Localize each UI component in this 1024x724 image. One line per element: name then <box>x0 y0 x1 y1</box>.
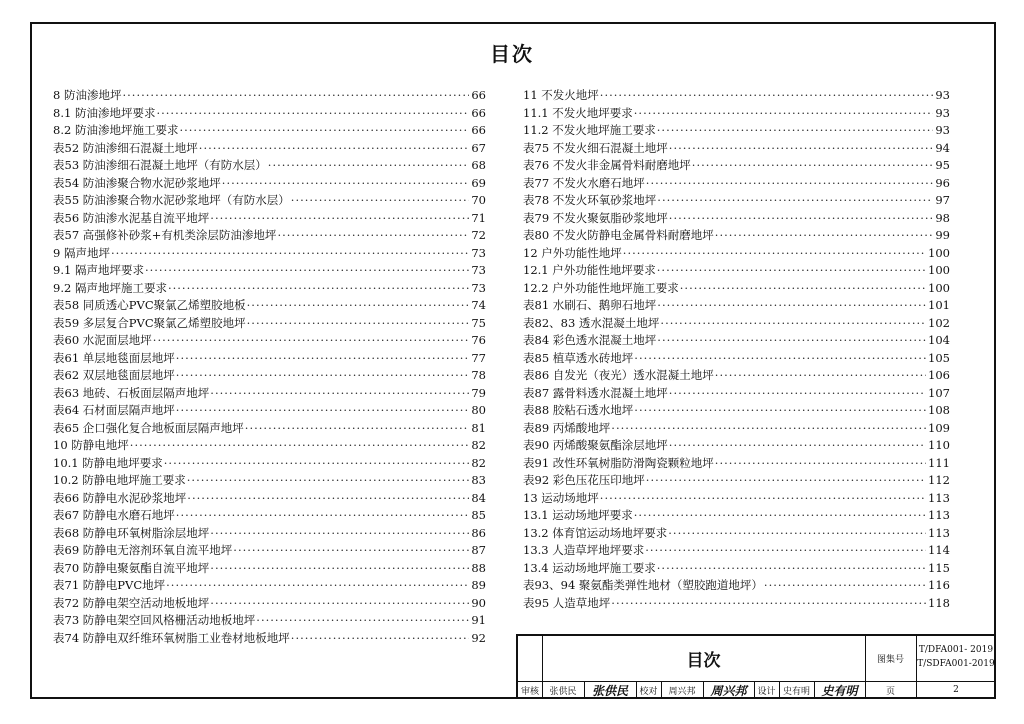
check-signature: 周兴邦 <box>710 683 747 698</box>
toc-entry-label: 表67 防静电水磨石地坪 <box>53 508 175 522</box>
toc-entry-page: 99 <box>935 228 950 242</box>
toc-entry-label: 表84 彩色透水混凝土地坪 <box>523 333 657 347</box>
toc-leader-dots <box>175 402 470 420</box>
toc-entry <box>523 87 950 105</box>
toc-entry-label: 表87 露骨料透水混凝土地坪 <box>523 385 668 400</box>
toc-entry-label: 表72 防静电架空活动地板地坪 <box>53 595 210 610</box>
toc-leader-dots <box>267 157 470 175</box>
toc-entry-label: 表55 防油渗聚合物水泥砂浆地坪（有防水层） <box>53 193 290 207</box>
toc-entry-label: 表65 企口强化复合地板面层隔声地坪 <box>53 420 244 435</box>
toc-leader-dots <box>246 315 470 333</box>
toc-entry <box>53 455 486 473</box>
toc-entry-label: 8.2 防油渗地坪施工要求 <box>53 123 179 137</box>
toc-entry-label: 表71 防静电PVC地坪 <box>53 578 166 592</box>
toc-entry-page: 80 <box>471 403 486 417</box>
toc-entry-page: 104 <box>928 333 950 347</box>
toc-entry-page: 82 <box>471 455 486 470</box>
toc-entry-page: 66 <box>471 123 486 137</box>
toc-entry <box>523 525 950 543</box>
toc-entry-page: 118 <box>928 595 950 610</box>
toc-leader-dots <box>221 175 470 193</box>
toc-entry-label: 表69 防静电无溶剂环氧自流平地坪 <box>53 543 233 557</box>
toc-entry-page: 67 <box>471 140 486 155</box>
toc-leader-dots <box>667 525 926 543</box>
toc-leader-dots <box>691 157 934 175</box>
toc-entry-label: 表58 同质透心PVC聚氯乙烯塑胶地板 <box>53 298 246 312</box>
toc-entry <box>53 332 486 350</box>
design-signature: 史有明 <box>821 683 858 698</box>
toc-entry-label: 表79 不发火聚氨脂砂浆地坪 <box>523 210 668 225</box>
toc-leader-dots <box>645 472 926 490</box>
toc-entry-page: 66 <box>471 105 486 120</box>
toc-entry-page: 113 <box>928 508 950 522</box>
toc-leader-dots <box>633 402 926 420</box>
toc-entry <box>523 332 950 350</box>
toc-entry <box>53 297 486 315</box>
toc-entry <box>523 595 950 613</box>
toc-entry-label: 表75 不发火细石混凝土地坪 <box>523 140 668 155</box>
toc-entry <box>53 157 486 175</box>
toc-entry <box>523 385 950 403</box>
toc-leader-dots <box>110 245 469 263</box>
toc-entry-page: 115 <box>928 560 950 575</box>
toc-entry-page: 105 <box>928 350 950 365</box>
design-name: 史有明 <box>782 686 810 697</box>
toc-entry <box>523 280 950 298</box>
toc-leader-dots <box>679 280 926 298</box>
toc-entry <box>523 297 950 315</box>
toc-entry-page: 109 <box>928 420 950 435</box>
toc-entry-page: 89 <box>471 578 486 592</box>
toc-entry-label: 表93、94 聚氨酯类弹性地材（塑胶跑道地坪） <box>523 578 763 592</box>
toc-leader-dots <box>656 122 934 140</box>
toc-leader-dots <box>209 525 469 543</box>
toc-entry-label: 表91 改性环氧树脂防滑陶瓷颗粒地坪 <box>523 455 714 470</box>
toc-entry-label: 13.2 体育馆运动场地坪要求 <box>523 525 668 540</box>
toc-entry-label: 表68 防静电环氧树脂涂层地坪 <box>53 525 210 540</box>
toc-leader-dots <box>644 542 926 560</box>
toc-entry-page: 73 <box>471 245 486 260</box>
toc-leader-dots <box>668 140 934 158</box>
toc-entry-page: 68 <box>471 158 486 172</box>
toc-entry <box>53 350 486 368</box>
toc-entry-label: 9.2 隔声地坪施工要求 <box>53 280 167 295</box>
toc-entry-page: 106 <box>928 368 950 382</box>
toc-entry <box>53 630 486 648</box>
toc-entry-label: 10.1 防静电地坪要求 <box>53 455 163 470</box>
toc-entry-label: 12 户外功能性地坪 <box>523 245 622 260</box>
toc-entry-label: 表57 高强修补砂浆+有机类涂层防油渗地坪 <box>53 228 277 242</box>
toc-entry <box>523 402 950 420</box>
toc-entry-page: 110 <box>928 438 950 452</box>
toc-entry-label: 表81 水刷石、鹅卵石地坪 <box>523 298 657 312</box>
toc-entry-page: 69 <box>471 175 486 190</box>
toc-leader-dots <box>167 280 469 298</box>
atlas-no-1: T/DFA001- 2019 <box>918 645 994 655</box>
toc-entry-page: 85 <box>471 508 486 522</box>
toc-entry-page: 102 <box>928 315 950 330</box>
toc-leader-dots <box>645 175 934 193</box>
toc-entry <box>523 507 950 525</box>
toc-entry-label: 表82、83 透水混凝土地坪 <box>523 315 660 330</box>
toc-leader-dots <box>198 140 470 158</box>
toc-leader-dots <box>656 297 926 315</box>
toc-entry-page: 100 <box>928 280 950 295</box>
toc-entry-label: 13 运动场地坪 <box>523 490 599 505</box>
toc-leader-dots <box>659 315 926 333</box>
toc-leader-dots <box>246 297 470 315</box>
toc-entry-label: 表78 不发火环氧砂浆地坪 <box>523 193 657 207</box>
toc-entry <box>53 402 486 420</box>
toc-entry <box>523 455 950 473</box>
toc-entry-label: 表66 防静电水泥砂浆地坪 <box>53 490 187 505</box>
toc-leader-dots <box>144 262 469 280</box>
toc-entry <box>53 595 486 613</box>
toc-entry <box>523 122 950 140</box>
toc-entry-label: 表70 防静电聚氨酯自流平地坪 <box>53 560 210 575</box>
toc-entry-page: 93 <box>935 105 950 120</box>
toc-right-column <box>523 87 950 612</box>
toc-entry-label: 表86 自发光（夜光）透水混凝土地坪 <box>523 368 714 382</box>
toc-leader-dots <box>622 245 926 263</box>
toc-entry <box>53 175 486 193</box>
toc-entry-label: 13.4 运动场地坪施工要求 <box>523 560 656 575</box>
title-block <box>516 634 996 699</box>
toc-entry <box>523 490 950 508</box>
toc-entry <box>53 560 486 578</box>
toc-entry-label: 8 防油渗地坪 <box>53 88 122 102</box>
toc-entry-page: 86 <box>471 525 486 540</box>
toc-leader-dots <box>186 472 470 490</box>
toc-entry-page: 95 <box>935 158 950 172</box>
toc-entry <box>523 227 950 245</box>
toc-entry <box>53 315 486 333</box>
toc-entry-label: 表73 防静电架空回风格栅活动地板地坪 <box>53 613 256 627</box>
toc-entry-label: 表52 防油渗细石混凝土地坪 <box>53 140 198 155</box>
toc-entry-label: 表53 防油渗细石混凝土地坪（有防水层） <box>53 158 267 172</box>
design-label: 设计 <box>757 686 776 697</box>
toc-entry-page: 90 <box>471 595 486 610</box>
toc-entry-label: 表63 地砖、石板面层隔声地坪 <box>53 385 210 400</box>
toc-entry-page: 74 <box>471 298 486 312</box>
toc-leader-dots <box>668 210 934 228</box>
check-label: 校对 <box>639 686 658 697</box>
toc-entry-label: 8.1 防油渗地坪要求 <box>53 105 156 120</box>
toc-entry-page: 84 <box>471 490 486 505</box>
toc-entry-page: 94 <box>935 140 950 155</box>
toc-leader-dots <box>599 490 926 508</box>
toc-entry <box>523 367 950 385</box>
toc-entry-page: 79 <box>471 385 486 400</box>
toc-leader-dots <box>178 122 469 140</box>
toc-entry <box>523 542 950 560</box>
toc-leader-dots <box>656 332 926 350</box>
toc-leader-dots <box>163 455 470 473</box>
toc-leader-dots <box>290 192 470 210</box>
toc-entry <box>53 577 486 595</box>
toc-entry <box>523 315 950 333</box>
toc-entry <box>53 87 486 105</box>
toc-entry <box>523 157 950 175</box>
toc-entry-page: 113 <box>928 490 950 505</box>
toc-entry <box>53 227 486 245</box>
toc-entry <box>523 210 950 228</box>
toc-leader-dots <box>714 367 926 385</box>
toc-entry-page: 83 <box>471 473 486 487</box>
toc-leader-dots <box>232 542 469 560</box>
toc-entry <box>523 105 950 123</box>
toc-leader-dots <box>129 437 470 455</box>
toc-entry-label: 表74 防静电双纤维环氧树脂工业卷材地板地坪 <box>53 630 290 645</box>
toc-entry-page: 116 <box>928 578 950 592</box>
toc-entry-label: 表85 植草透水砖地坪 <box>523 350 634 365</box>
toc-entry-label: 表59 多层复合PVC聚氯乙烯塑胶地坪 <box>53 315 246 330</box>
toc-leader-dots <box>175 367 470 385</box>
toc-entry-label: 13.3 人造草坪地坪要求 <box>523 543 645 557</box>
toc-entry-page: 98 <box>935 210 950 225</box>
toc-entry <box>53 367 486 385</box>
toc-entry-page: 114 <box>928 543 950 557</box>
toc-leader-dots <box>209 595 469 613</box>
page-title: 目次 <box>490 42 534 66</box>
toc-leader-dots <box>276 227 469 245</box>
toc-entry <box>523 175 950 193</box>
toc-entry-label: 表95 人造草地坪 <box>523 595 611 610</box>
toc-leader-dots <box>633 507 926 525</box>
toc-entry-label: 9.1 隔声地坪要求 <box>53 263 144 277</box>
toc-entry <box>53 140 486 158</box>
toc-entry <box>523 437 950 455</box>
toc-entry-label: 表88 胶粘石透水地坪 <box>523 403 634 417</box>
toc-entry-page: 71 <box>471 210 486 225</box>
toc-entry-page: 76 <box>471 333 486 347</box>
toc-entry <box>53 385 486 403</box>
toc-leader-dots <box>152 332 470 350</box>
toc-entry-page: 97 <box>935 193 950 207</box>
toc-entry <box>53 420 486 438</box>
toc-entry-page: 70 <box>471 193 486 207</box>
toc-leader-dots <box>610 595 926 613</box>
toc-entry-page: 72 <box>471 228 486 242</box>
toc-entry-label: 11 不发火地坪 <box>523 88 599 102</box>
toc-entry <box>53 105 486 123</box>
toc-entry <box>53 472 486 490</box>
toc-leader-dots <box>290 630 470 648</box>
toc-entry-label: 10.2 防静电地坪施工要求 <box>53 473 186 487</box>
toc-leader-dots <box>763 577 926 595</box>
toc-entry-label: 表60 水泥面层地坪 <box>53 333 152 347</box>
toc-entry-label: 11.2 不发火地坪施工要求 <box>523 123 656 137</box>
toc-entry-label: 表64 石材面层隔声地坪 <box>53 403 175 417</box>
toc-leader-dots <box>165 577 469 595</box>
toc-entry <box>523 140 950 158</box>
toc-entry-page: 73 <box>471 280 486 295</box>
toc-entry-label: 表80 不发火防静电金属骨料耐磨地坪 <box>523 228 714 242</box>
toc-entry <box>53 525 486 543</box>
toc-entry <box>523 350 950 368</box>
toc-entry-label: 12.2 户外功能性地坪施工要求 <box>523 280 679 295</box>
toc-entry-page: 66 <box>471 88 486 102</box>
toc-entry-page: 87 <box>471 543 486 557</box>
toc-entry-page: 111 <box>928 455 950 470</box>
atlas-no-2: T/SDFA001-2019 <box>917 659 995 669</box>
page-number: 2 <box>953 685 959 695</box>
toc-entry <box>523 192 950 210</box>
toc-leader-dots <box>599 87 934 105</box>
toc-leader-dots <box>714 227 934 245</box>
toc-leader-dots <box>155 105 469 123</box>
toc-leader-dots <box>209 385 469 403</box>
toc-entry <box>523 472 950 490</box>
toc-entry-page: 101 <box>928 298 950 312</box>
toc-entry-page: 112 <box>928 473 950 487</box>
page-label: 页 <box>885 686 895 697</box>
toc-entry-page: 93 <box>935 88 950 102</box>
toc-entry <box>53 210 486 228</box>
toc-entry-page: 73 <box>471 263 486 277</box>
toc-entry <box>53 507 486 525</box>
review-label: 审核 <box>520 686 539 697</box>
toc-entry <box>523 577 950 595</box>
toc-leader-dots <box>610 420 926 438</box>
toc-entry-label: 12.1 户外功能性地坪要求 <box>523 263 656 277</box>
toc-leader-dots <box>175 507 470 525</box>
toc-entry-label: 表54 防油渗聚合物水泥砂浆地坪 <box>53 175 221 190</box>
toc-entry-page: 100 <box>928 245 950 260</box>
toc-entry <box>523 420 950 438</box>
toc-entry <box>53 612 486 630</box>
toc-entry-page: 92 <box>471 630 486 645</box>
toc-leader-dots <box>633 350 926 368</box>
toc-entry <box>523 245 950 263</box>
toc-entry-page: 81 <box>471 420 486 435</box>
toc-entry <box>523 560 950 578</box>
toc-entry-page: 113 <box>928 525 950 540</box>
toc-leader-dots <box>209 560 469 578</box>
toc-leader-dots <box>714 455 926 473</box>
review-name: 张供民 <box>549 686 577 697</box>
toc-entry-page: 82 <box>471 438 486 452</box>
toc-entry-page: 78 <box>471 368 486 382</box>
toc-entry-label: 13.1 运动场地坪要求 <box>523 508 633 522</box>
toc-leader-dots <box>633 105 934 123</box>
toc-entry <box>523 262 950 280</box>
toc-entry-label: 表92 彩色压花压印地坪 <box>523 473 645 487</box>
toc-entry <box>53 192 486 210</box>
toc-entry-label: 表76 不发火非金属骨料耐磨地坪 <box>523 158 691 172</box>
toc-leader-dots <box>656 262 926 280</box>
toc-entry-label: 表77 不发火水磨石地坪 <box>523 175 645 190</box>
toc-leader-dots <box>255 612 469 630</box>
toc-entry <box>53 280 486 298</box>
title-block-title: 目次 <box>686 651 721 671</box>
toc-entry <box>53 122 486 140</box>
toc-entry-label: 表62 双层地毯面层地坪 <box>53 368 175 382</box>
toc-entry-label: 9 隔声地坪 <box>53 245 110 260</box>
toc-entry-label: 表90 丙烯酸聚氨酯涂层地坪 <box>523 438 668 452</box>
toc-entry <box>53 437 486 455</box>
toc-entry-label: 表56 防油渗水泥基自流平地坪 <box>53 210 210 225</box>
toc-entry-page: 100 <box>928 263 950 277</box>
toc-leader-dots <box>656 560 926 578</box>
toc-leader-dots <box>175 350 470 368</box>
toc-entry-page: 93 <box>935 123 950 137</box>
toc-leader-dots <box>121 87 469 105</box>
toc-leader-dots <box>244 420 470 438</box>
toc-entry <box>53 245 486 263</box>
toc-entry <box>53 490 486 508</box>
toc-leader-dots <box>656 192 933 210</box>
toc-entry-label: 表61 单层地毯面层地坪 <box>53 350 175 365</box>
toc-leader-dots <box>668 385 926 403</box>
toc-entry <box>53 262 486 280</box>
toc-entry-label: 10 防静电地坪 <box>53 438 129 452</box>
atlas-no-label: 图集号 <box>876 655 904 665</box>
toc-entry-page: 77 <box>471 350 486 365</box>
review-signature: 张供民 <box>591 683 628 698</box>
toc-entry-label: 表89 丙烯酸地坪 <box>523 420 611 435</box>
toc-entry-page: 108 <box>928 403 950 417</box>
toc-entry <box>53 542 486 560</box>
toc-left-column <box>53 87 486 647</box>
toc-leader-dots <box>209 210 469 228</box>
toc-entry-page: 75 <box>471 315 486 330</box>
toc-leader-dots <box>668 437 926 455</box>
toc-entry-label: 11.1 不发火地坪要求 <box>523 105 633 120</box>
check-name: 周兴邦 <box>668 686 696 697</box>
toc-entry-page: 96 <box>935 175 950 190</box>
toc-entry-page: 107 <box>928 385 950 400</box>
toc-entry-page: 88 <box>471 560 486 575</box>
toc-entry-page: 91 <box>471 613 486 627</box>
toc-leader-dots <box>186 490 469 508</box>
